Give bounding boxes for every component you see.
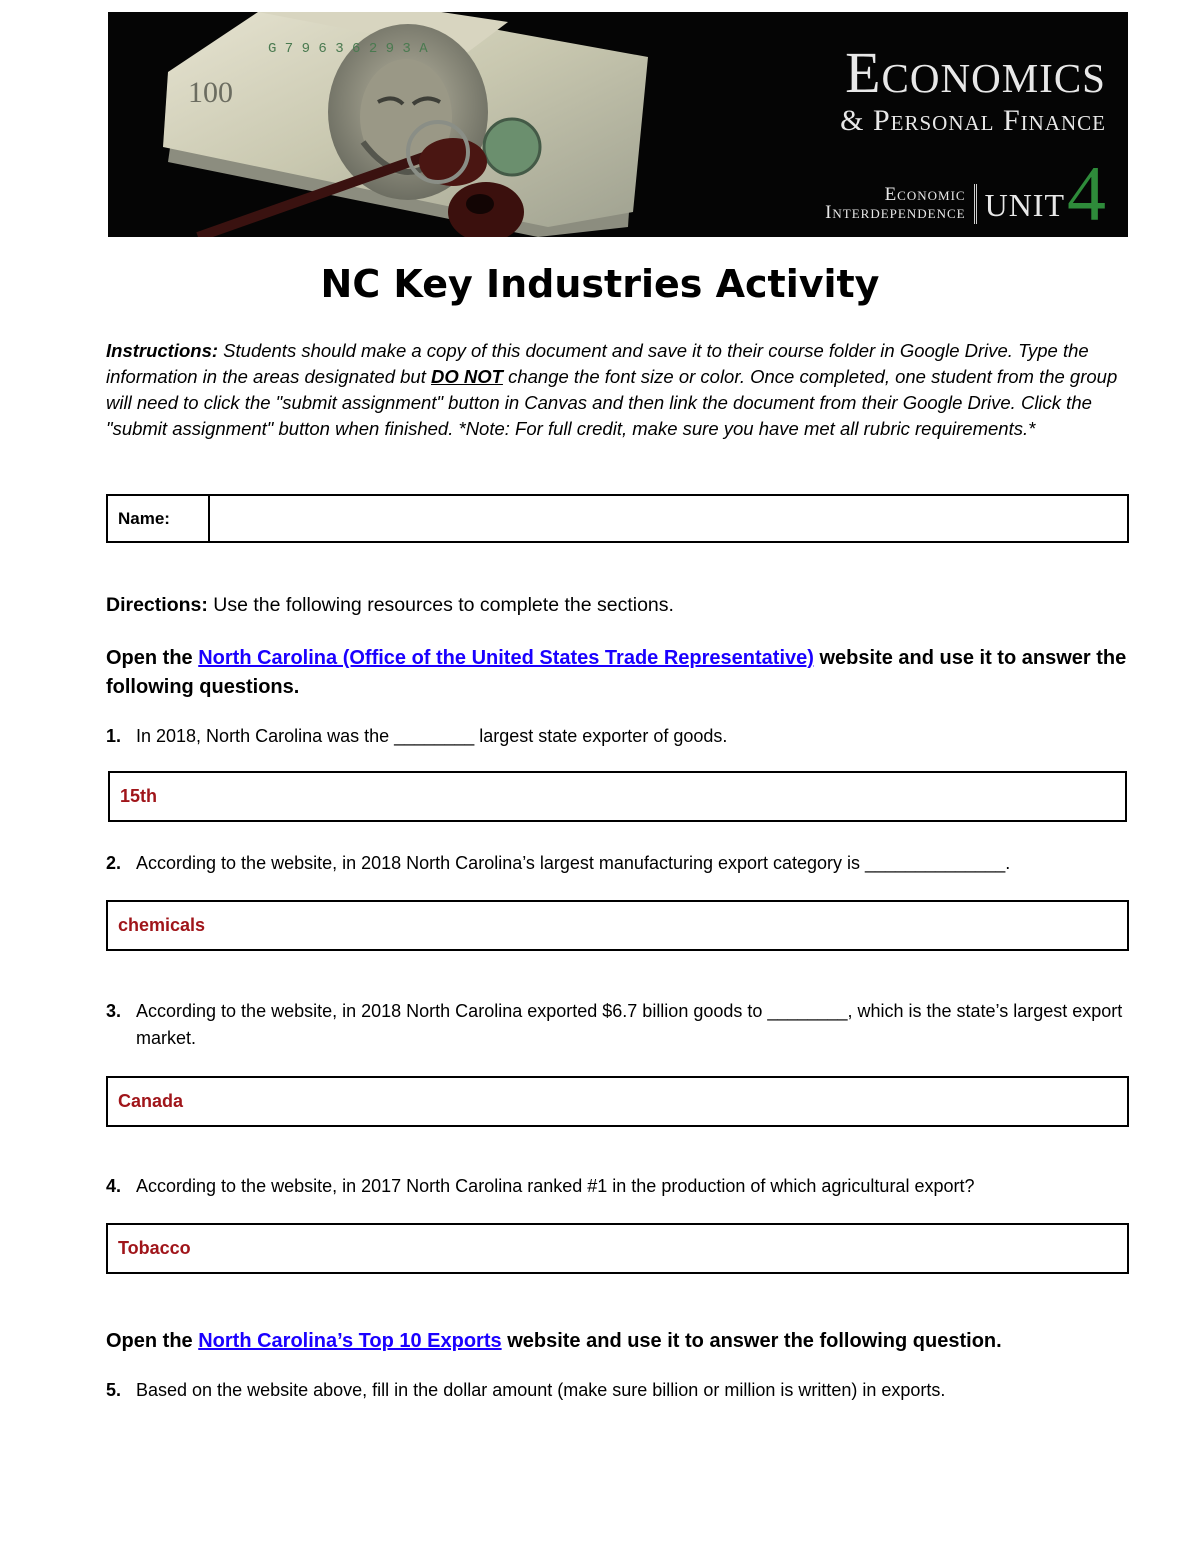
ustr-link[interactable]: North Carolina (Office of the United States Trade Representative) — [198, 647, 814, 669]
section1-prefix: Open the — [106, 647, 193, 669]
banner-title: Economics — [845, 40, 1106, 105]
svg-text:100: 100 — [188, 76, 233, 109]
instructions-paragraph — [106, 338, 1136, 442]
section2-intro — [106, 1327, 1136, 1356]
question-text: In 2018, North Carolina was the ________ largest state exporter of goods. — [136, 726, 728, 746]
question-text: According to the website, in 2017 North Carolina ranked #1 in the production of which agricultural export? — [136, 1176, 975, 1196]
top-exports-link[interactable]: North Carolina’s Top 10 Exports — [198, 1330, 502, 1352]
name-table — [106, 494, 1129, 543]
question-2 — [106, 850, 1136, 877]
instructions-text-2: change the font size or color. Once completed, one student from the group will need to click the "submit assignment" button in Canvas and then link the document from their Google Drive. Click the "submit assignment" button when finished. *Note: For full credit, make sure you have met all rubric requirements.* — [106, 366, 1118, 439]
banner-topic — [825, 184, 977, 224]
instructions-emphasis: DO NOT — [431, 366, 503, 387]
banner-topic-line1: Economic — [884, 184, 966, 205]
name-field[interactable] — [210, 496, 1127, 541]
answer-box-1[interactable]: 15th — [108, 771, 1127, 822]
question-number: 4. — [106, 1176, 122, 1196]
header-banner — [108, 12, 1128, 237]
directions-label: Directions: — [106, 594, 208, 616]
question-3 — [106, 998, 1136, 1052]
banner-unit-number: 4 — [1067, 150, 1106, 237]
directions-text: Use the following resources to complete the sections. — [213, 594, 674, 616]
section2-prefix: Open the — [106, 1330, 193, 1352]
section1-intro — [106, 644, 1136, 702]
question-text: Based on the website above, fill in the dollar amount (make sure billion or million is written) in exports. — [136, 1380, 946, 1400]
question-1 — [106, 723, 1136, 750]
banner-subtitle: & Personal Finance — [840, 104, 1106, 137]
question-5 — [106, 1377, 1136, 1404]
question-4 — [106, 1173, 1136, 1200]
question-number: 2. — [106, 853, 122, 873]
answer-box-3[interactable]: Canada — [106, 1076, 1129, 1127]
svg-text:G 7 9 6 3 6 2 9 3 A: G 7 9 6 3 6 2 9 3 A — [268, 41, 428, 57]
section1-suffix: website and use it to answer the following questions. — [106, 647, 1127, 698]
banner-title-block — [840, 40, 1106, 138]
question-text: According to the website, in 2018 North Carolina’s largest manufacturing export category is ______________. — [136, 853, 1011, 873]
instructions-label: Instructions: — [106, 340, 219, 361]
banner-unit-row — [825, 150, 1106, 237]
directions-line — [106, 594, 674, 617]
section2-suffix: website and use it to answer the following question. — [507, 1330, 1002, 1352]
money-illustration — [108, 12, 668, 237]
answer-box-4[interactable]: Tobacco — [106, 1223, 1129, 1274]
question-number: 3. — [106, 1001, 122, 1021]
question-number: 5. — [106, 1380, 122, 1400]
question-number: 1. — [106, 726, 122, 746]
banner-topic-line2: Interdependence — [825, 202, 966, 223]
banner-unit-label: UNIT — [984, 187, 1065, 223]
instructions-text-1: Students should make a copy of this document and save it to their course folder in Google Drive. Type the information in the areas designated but — [106, 340, 1089, 387]
name-label: Name: — [108, 496, 210, 541]
question-text: According to the website, in 2018 North Carolina exported $6.7 billion goods to ________, which is the state’s largest export market. — [136, 1001, 1123, 1048]
page-title: NC Key Industries Activity — [320, 262, 880, 306]
answer-box-2[interactable]: chemicals — [106, 900, 1129, 951]
